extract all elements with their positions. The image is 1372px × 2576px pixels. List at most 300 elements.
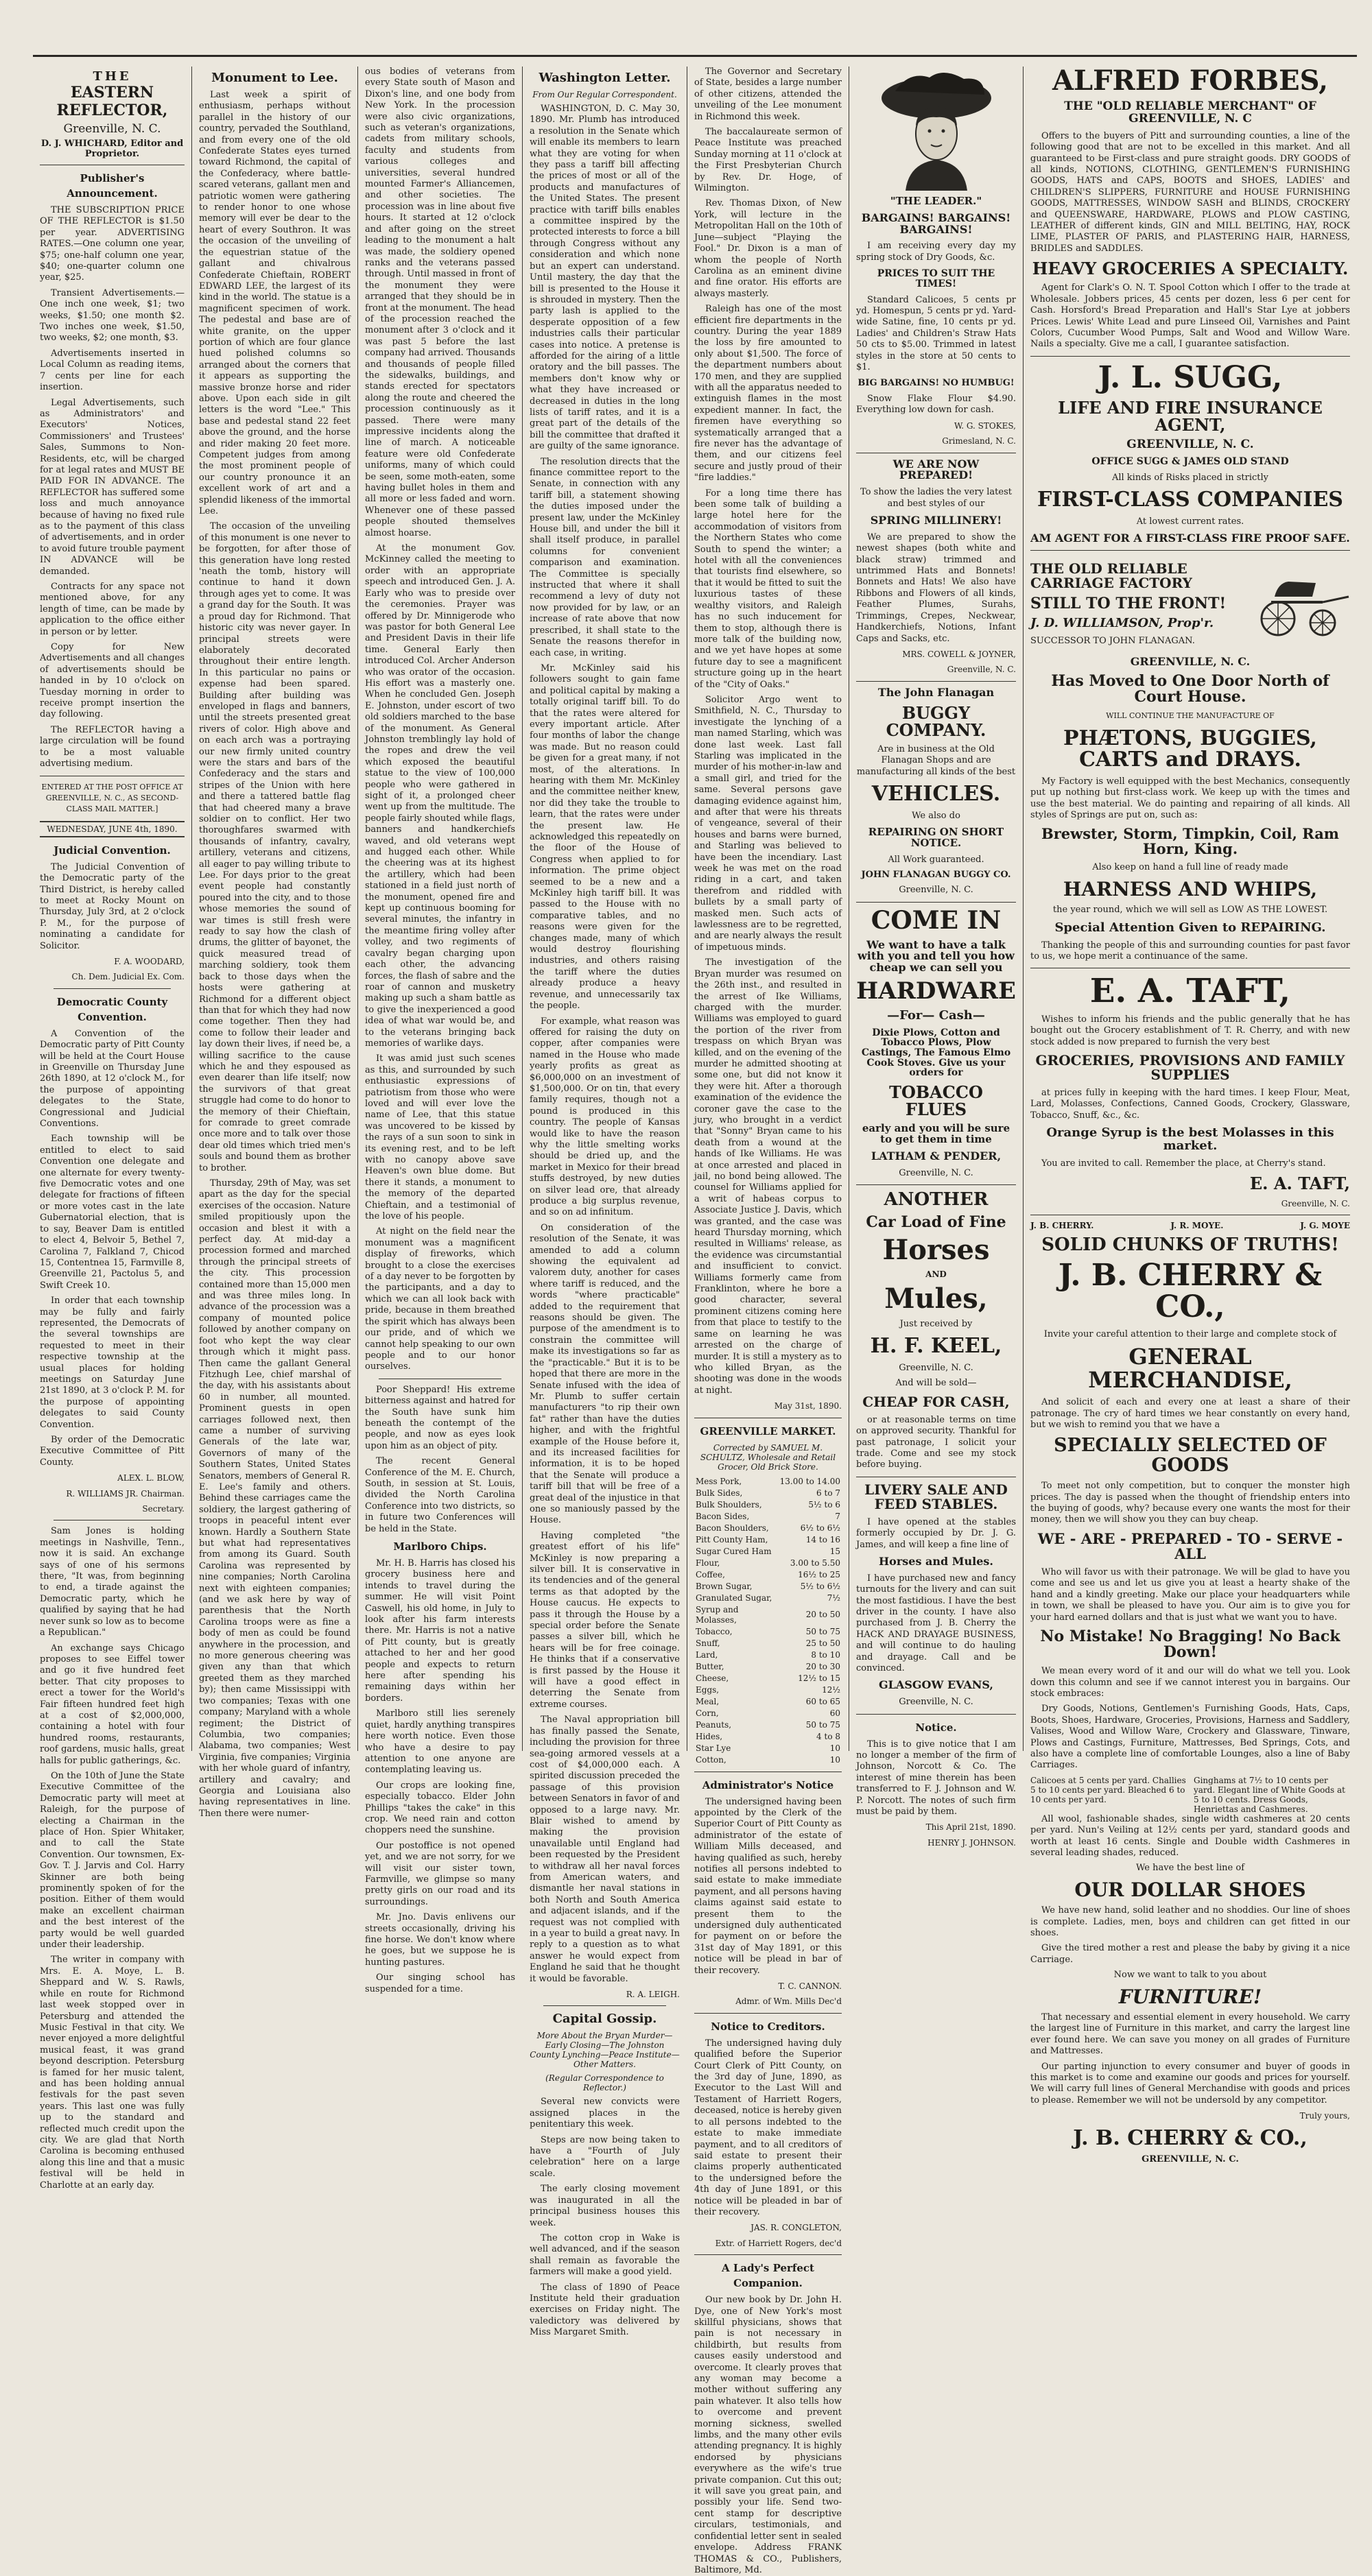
carriage-l8: PHÆTONS, BUGGIES, CARTS and DRAYS. bbox=[1063, 726, 1317, 772]
market-price: 4 to 8 bbox=[816, 1731, 840, 1741]
market-row bbox=[694, 1569, 842, 1581]
cherry-l5: SPECIALLY SELECTED OF GOODS bbox=[1054, 1435, 1327, 1476]
cherry-p5: Dry Goods, Notions, Gentlemen's Furnishing Goods, Hats, Caps, Boots, Shoes, Hardware, Groceries, Provisions, Harness and Saddlery, Valises, Wood and Willow Ware, Crockery and Glassware, Tinware, Plows and Castings, Furniture, Mattresses, Bed Springs, Cots, and also have a complete line of comfortable Lounges, also a line of Baby Carriages. bbox=[1030, 1704, 1350, 1771]
cherry-l3: Invite your careful attention to their large and complete stock of bbox=[1043, 1328, 1337, 1339]
keel-l9: And will be sold— bbox=[895, 1378, 977, 1389]
market-price: 7 bbox=[835, 1511, 840, 1521]
market-price: 6½ to 6½ bbox=[800, 1523, 840, 1533]
hardware-l4: —For— Cash— bbox=[887, 1007, 985, 1023]
market-item: Syrup and Molasses, bbox=[696, 1604, 739, 1625]
market-price: 5½ to 6 bbox=[808, 1499, 840, 1510]
masthead-editor: D. J. WHICHARD, Editor and Proprietor. bbox=[40, 139, 184, 159]
creditors-heading: Notice to Creditors. bbox=[711, 2020, 825, 2033]
market-item: Lard, bbox=[696, 1649, 718, 1660]
carriage-l5: GREENVILLE, N. C. bbox=[1130, 655, 1251, 669]
col3-p5: Poor Sheppard! His extreme bitterness against and hatred for the South have sunk him beneath the contempt of the people, and now as eyes look upon him as an object of pity. bbox=[365, 1384, 515, 1451]
divider bbox=[54, 988, 171, 989]
col5-date: May 31st, 1890. bbox=[774, 1401, 842, 1411]
col3-p8: Marlboro still lies serenely quiet, hardly anything transpires here worth notice. Even those who have a desire to pay attention to one anyone are contemplating leaving us. bbox=[365, 1708, 515, 1776]
sugg-companies: FIRST-CLASS COMPANIES bbox=[1037, 488, 1343, 512]
sugg-place: GREENVILLE, N. C. bbox=[1126, 438, 1254, 452]
livery-l1: Horses and Mules. bbox=[879, 1554, 993, 1568]
keel-l8: Greenville, N. C. bbox=[899, 1362, 973, 1373]
county-p1: A Convention of the Democratic party of Pitt County will be held at the Court House in Greenville on Thursday June 26th 1890, at 12 o'clock M., for the purpose of appointing delegates to the State, Congressional and Judicial Conventions. bbox=[40, 1028, 185, 1130]
administrator-sig1: T. C. CANNON. bbox=[778, 1981, 842, 1992]
taft-syrup: Orange Syrup is the best Molasses in this market. bbox=[1046, 1125, 1334, 1154]
market-price: 3.00 to 5.50 bbox=[790, 1558, 840, 1568]
hardware-l1: COME IN bbox=[871, 905, 1002, 935]
column-5 bbox=[687, 67, 849, 2575]
misc-p1: Sam Jones is holding meetings in Nashville, Tenn., now it is said. An exchange says of one of his sermons there, "It was, from beginning to end, a tirade against the Democratic party, which he qualified by saying that he had never sunk so low as to become a Republican." bbox=[40, 1526, 185, 1638]
publisher-p3: Advertisements inserted in Local Column as reading items, 7 cents per line for each insertion. bbox=[40, 348, 185, 393]
cherry-l6: WE - ARE - PREPARED - TO - SERVE - ALL bbox=[1037, 1529, 1343, 1562]
washington-sig: R. A. LEIGH. bbox=[626, 1990, 680, 2000]
publisher-p6: Copy for New Advertisements and all changes of advertisements should be handed in by 10 o'clock on Tuesday morning in order to receive prompt insertion the day following. bbox=[40, 642, 185, 720]
cherry-p1: And solicit of each and every one at least a share of their patronage. The cry of hard times we hear constantly on every hand, but we wish to remind you that we have a bbox=[1030, 1397, 1350, 1431]
cherry-p6: All wool, fashionable shades, single width cashmeres at 20 cents per yard. Nun's Veiling at 12½ cents per yard, standard goods and worth at least 16 cents. Single and Double width Cashmeres in several leading shades, reduced. bbox=[1030, 1813, 1350, 1858]
market-row bbox=[694, 1534, 842, 1546]
divider bbox=[856, 1714, 1016, 1715]
sugg-title: LIFE AND FIRE INSURANCE AGENT, bbox=[1058, 397, 1323, 436]
market-price: 12½ bbox=[822, 1684, 840, 1695]
market-price: 5½ to 6½ bbox=[800, 1581, 840, 1591]
taft-place: Greenville, N. C. bbox=[1281, 1198, 1350, 1208]
keel-l6: Just received by bbox=[899, 1319, 973, 1329]
capital-heading: Capital Gossip. bbox=[552, 2012, 657, 2027]
market-price: 16½ to 25 bbox=[798, 1569, 840, 1579]
market-price: 15 bbox=[829, 1546, 840, 1556]
publisher-p4: Legal Advertisements, such as Administrators' and Executors' Notices, Commissioners' and Trustees' Sales, Summons to Non-Residents, etc, will be charged for at legal rates and MUST BE PAID FOR IN ADVANCE. The REFLECTOR has suffered some loss and much annoyance because of having no fixed rule as to the payment of this class of advertisements, and in order to avoid future trouble payment IN ADVANCE will be demanded. bbox=[40, 397, 185, 577]
market-row bbox=[694, 1626, 842, 1638]
flanagan-l7: JOHN FLANAGAN BUGGY CO. bbox=[861, 869, 1011, 880]
forbes-name: ALFRED FORBES, bbox=[1052, 64, 1329, 97]
market-row bbox=[694, 1523, 842, 1534]
market-row bbox=[694, 1696, 842, 1708]
hardware-l2: We want to have a talk with you and tell you how cheap we can sell you bbox=[858, 938, 1015, 975]
county-p2: Each township will be entitled to elect to said Convention one delegate and one alternate for every twenty-five Democratic votes and one delegate for fractions of fifteen or more votes cast in the late Gubernatorial election, that is to say, Beaver Dam is entitled to elect 4, Belvoir 5, Bethel 7, Carolina 7, Falkland 7, Chicod 15, Contentnea 15, Farmville 8, Greenville 21, Pactolus 5, and Swift Creek 10. bbox=[40, 1134, 185, 1291]
county-sig1: ALEX. L. BLOW, bbox=[117, 1473, 185, 1483]
leader-p1: I am receiving every day my spring stock of Dry Goods, &c. bbox=[856, 241, 1016, 263]
flanagan-l2: BUGGY COMPANY. bbox=[886, 702, 986, 740]
flanagan-l1: The John Flanagan bbox=[877, 685, 995, 699]
market-price: 12½ to 15 bbox=[798, 1673, 840, 1683]
lee-p2: The occasion of the unveiling of this monument is one never to be forgotten, for after those of this generation have long rested 'neath the tomb, history will continue to hand it down through ages yet to come. It was a grand day for the South. It was a proud day for Richmond. That historic city was never gayer. In principal streets were elaborately decorated throughout their entire length. In this particular no pains or expense had been spared. Building after building was enveloped in flags and banners, until the streets presented great rivers of color. High above and on each arch was a portraying our new firmly united country were the stars and bars of the Confederacy and the stars and stripes of the Union with here and there a tattered battle flag that had cheered many a brave soldier on to conflict. Her two thoroughfares swarmed with thousands of infantry, cavalry, artillery, veterans and citizens, all eager to pay willing tribute to Lee. For days prior to the great event people had constantly poured into the city, and to those whose memories the sound of war times is still fresh were ready to say how the clash of drums, the glitter of bayonet, the quick measured tread of marching soldiery, took them back to those days when the hosts were gathering at Richmond for a different object than that for which they had now come together. Then they had come to follow their leader and lay down their lives, if need be, a willing sacrifice to the cause which he and they espoused as even dearer than life itself; now the survivors of that great struggle had come to do honor to the memory of their Chieftain, for comrade to greet comrade once more and to talk over those dear old times which tried men's souls and bound them as brother to brother. bbox=[199, 521, 351, 1173]
market-price: 7½ bbox=[827, 1593, 840, 1603]
capital-p4: The cotton crop in Wake is well advanced, and if the season shall remain as favorable the farmers will make a good yield. bbox=[530, 2232, 680, 2278]
cherry-l1: SOLID CHUNKS OF TRUTHS! bbox=[1041, 1235, 1339, 1255]
col3-p10: Our postoffice is not opened yet, and we are not sorry, for we will visit our sister town, Farmville, we glimpse so many pretty girls on our road and its surroundings. bbox=[365, 1840, 515, 1907]
market-row bbox=[694, 1511, 842, 1523]
goods-list-right: Ginghams at 7½ to 10 cents per yard. Elegant line of White Goods at 5 to 10 cents. Dress Goods, Henriettas and Cashmeres. bbox=[1194, 1775, 1345, 1814]
misc-p2: An exchange says Chicago proposes to see Eiffel tower and go it five hundred feet better. That city proposes to erect a tower for the World's Fair fifteen hundred feet high at a cost of $2,000,000, containing a hotel with four hundred rooms, restaurants, roof gardens, music halls, great halls for public gatherings, &c. bbox=[40, 1643, 185, 1766]
lee-p1: Last week a spirit of enthusiasm, perhaps without parallel in the history of our country, pervaded the Southland, and from every one of the old Confederate States eyes turned toward Richmond, the capital of the Confederacy, where battle-scared veterans, gallant men and patriotic women were gathering to render honor to one whose memory will ever be dear to the heart of every Southron. It was the occasion of the unveiling of the equestrian statue of the gallant and chivalrous Confederate Chieftain, ROBERT EDWARD LEE, the largest of its kind in the world. The statue is a magnificent specimen of work. The pedestal and base are of white granite, on the upper portion of which are four glance hued polished columns so arranged about the corners that it appears as supporting the massive bronze horse and rider above. Upon each side in gilt letters is the word "Lee." This base and pedestal stand 22 feet above the ground, and the horse and rider making 20 feet more. Competent judges from among the most prominent people of our country pronounce it an excellent work of art and a splendid likeness of the immortal Lee. bbox=[199, 90, 351, 517]
col3-p2: At the monument Gov. McKinney called the meeting to order with an appropriate speech and introduced Gen. J. A. Early who was to preside over the ceremonies. Prayer was offered by Dr. Minnigerode who was pastor for both General Lee and President Davis in their life time. General Early then introduced Col. Archer Anderson who was orator of the occasion. His effort was a masterly one. When he concluded Gen. Joseph E. Johnston, under escort of two old soldiers marched to the base of the monument. As General Johnston tremblingly lay hold of the ropes and drew the veil which exposed the beautiful statue to the view of 100,000 people who were gathered in sight of it, a prolonged cheer went up from the multitude. The people fairly shouted while flags, banners and handkerchiefs waved, and old veterans wept and hugged each other. While the cheering was at its highest the artillery, which had been stationed in a field just north of the monument, opened fire and kept up continuous booming for several minutes, the infantry in the meantime firing volley after volley, and two regiments of cavalry began charging upon each other, the advancing forces, the flash of sabre and the roar of cannon and musketry making up such a sham battle as to give the inexperienced a good idea of what war would be, and to the veterans bringing back memories of warlike days. bbox=[365, 543, 515, 1049]
partner-name: J. G. MOYE bbox=[1300, 1221, 1350, 1230]
col5-p3: Rev. Thomas Dixon, of New York, will lecture in the Metropolitan Hall on the 10th of June—subject "Playing the Fool." Dr. Dixon is a man of whom the people of North Carolina as an eminent divine and fine orator. His efforts are always masterly. bbox=[694, 198, 842, 299]
leader-p2: Standard Calicoes, 5 cents pr yd. Homespun, 5 cents pr yd. Yard-wide Satine, fine, 10 cents pr yd. Ladies' and Children's Straw Hats 50 cts to $5.00. Trimmed in latest styles in the store at 50 cents to $1. bbox=[856, 294, 1016, 372]
carriage-p2: Thanking the people of this and surrounding counties for past favor to us, we hope merit a continuance of the same. bbox=[1030, 940, 1350, 962]
judicial-sig2: Ch. Dem. Judicial Ex. Com. bbox=[71, 972, 185, 982]
keel-l4: AND bbox=[925, 1269, 947, 1280]
millinery-p2: We are prepared to show the newest shapes (both white and black straw) trimmed and untrimmed Hats and Bonnets! Bonnets and Hats! We also have Ribbons and Flowers of all kinds, Feather Plumes, Surahs, Trimmings, Crepes, Neckwear, Handkerchiefs, Notions, Infant Caps and Sacks, etc. bbox=[856, 532, 1016, 644]
leader-prices: PRICES TO SUIT THE TIMES! bbox=[877, 268, 995, 289]
divider bbox=[1030, 550, 1350, 551]
market-item: Bacon Sides, bbox=[696, 1511, 750, 1521]
capital-p1: Several new convicts were assigned places in the penitentiary this week. bbox=[530, 2097, 680, 2130]
hardware-l6: TOBACCO FLUES bbox=[889, 1082, 983, 1120]
companion-heading: A Lady's Perfect Companion. bbox=[722, 2262, 814, 2290]
capital-sub: More About the Bryan Murder—Early Closing—The Johnston County Lynching—Peace Institute—Other Matters. bbox=[530, 2031, 680, 2070]
county-p4: By order of the Democratic Executive Committee of Pitt County. bbox=[40, 1435, 185, 1468]
market-row bbox=[694, 1558, 842, 1569]
market-row bbox=[694, 1731, 842, 1743]
cherry-l4: GENERAL MERCHANDISE, bbox=[1088, 1344, 1292, 1393]
flanagan-p1: Are in business at the Old Flanagan Shops and are manufacturing all kinds of the best bbox=[856, 743, 1016, 777]
col5-p7: The investigation of the Bryan murder was resumed on the 26th inst., and resulted in the arrest of Ike Williams, charged with the murder. Williams was employed to guard the portion of the river from trespass on which Bryan was killed, and on the evening of the murder he admitted shooting at some one, but did not know it they were hit. After a thorough examination of the evidence the coroner gave the case to the jury, who brought in a verdict that "Sonny" Bryan came to his death from a wound at the hands of Ike Williams. He was at once arrested and placed in jail, no bond being allowed. The counsel for Williams applied for a writ of habeas corpus to Associate Justice J. Davis, which was granted, and the case was heard Thursday morning, which resulted in Williams' release, as the evidence was circumstantial and insufficient to convict. Williams formerly came from Franklinton, where he bore a good character, several prominent citizens coming here from that place to testify to the same on learning he was arrested on the charge of murder. It is still a mystery as to who killed Bryan, as the shooting was done in the woods at night. bbox=[694, 957, 842, 1396]
livery-heading: LIVERY SALE AND FEED STABLES. bbox=[864, 1481, 1008, 1512]
market-item: Mess Pork, bbox=[696, 1476, 742, 1486]
keel-l11: or at reasonable terms on time on approved security. Thankful for past patronage, I solicit your trade. Come and see my stock before buying. bbox=[856, 1414, 1016, 1470]
buggy-illustration bbox=[1247, 569, 1350, 638]
market-item: Hides, bbox=[696, 1731, 723, 1741]
market-row bbox=[694, 1581, 842, 1593]
market-price: 60 bbox=[829, 1708, 840, 1718]
col5-p2: The baccalaureate sermon of Peace Institute was preached Sunday morning at 11 o'clock at the First Presbyterian Church by Rev. Dr. Hoge, of Wilmington. bbox=[694, 127, 842, 194]
divider bbox=[543, 2005, 666, 2006]
keel-l2: Car Load of Fine bbox=[866, 1213, 1006, 1232]
column-2 bbox=[192, 67, 358, 1819]
market-item: Flour, bbox=[696, 1558, 720, 1568]
woman-portrait-illustration bbox=[868, 71, 1005, 191]
cherry-p2: To meet not only competition, but to conquer the monster high prices. The day is passed when the thought of friendship enters into the buying of goods, why? because every one wants the most for their money, then we will show you they can buy cheap. bbox=[1030, 1481, 1350, 1525]
market-row bbox=[694, 1743, 842, 1754]
creditors-p1: The undersigned having duly qualified before the Superior Court Clerk of Pitt County, on the 3rd day of June, 1890, as Executor to the Last Will and Testament of Harriett Rogers, deceased, notice is hereby given to all persons indebted to the estate to make immediate payment, and to all creditors of said estate to present their claims properly authenticated to the undersigned before the 4th day of June 1891, or this notice will be pleaded in bar of their recovery. bbox=[694, 2038, 842, 2217]
washington-p3: Mr. McKinley said his followers sought to gain fame and political capital by making a totally original tariff bill. To do that the rates were altered for every important article. After four months of labor the change was made. But no reason could be given for a great many, if not most, of the alterations. In hearing with them Mr. McKinley and the committee neither knew, nor did they take the trouble to learn, that the rates were under the present law. He acknowledged this repeatedly on the floor of the House of Congress when applied to for information. The prime object seemed to be a new and a McKinley high tariff bill. It was passed to the House with no comparative tables, and no reasons were given for the changes made, many of which would destroy flourishing industries, and others raising the tariff where the duties already produce a heavy revenue, and unnecessarily tax the people. bbox=[530, 663, 680, 1012]
carriage-l3: J. D. WILLIAMSON, Prop'r. bbox=[1030, 616, 1214, 631]
market-row bbox=[694, 1488, 842, 1499]
market-item: Coffee, bbox=[696, 1569, 725, 1579]
market-item: Granulated Sugar, bbox=[696, 1593, 772, 1603]
market-item: Pitt County Ham, bbox=[696, 1534, 768, 1545]
market-price: 60 to 65 bbox=[805, 1696, 840, 1706]
divider bbox=[694, 2013, 842, 2014]
cherry-l12: Truly yours, bbox=[1299, 2111, 1350, 2121]
carriage-l12: the year round, which we will sell as LOW AS THE LOWEST. bbox=[1052, 905, 1328, 916]
market-item: Bulk Sides, bbox=[696, 1488, 743, 1498]
washington-sub: From Our Regular Correspondent. bbox=[532, 90, 677, 99]
col5-p6: Solicitor Argo went to Smithfield, N. C., Thursday to investigate the lynching of a man named Starling, which was done last week. Last fall Starling was implicated in the murder of his mother-in-law and a small girl, and tried for the same. Several persons gave damaging evidence against him, and after that were his threats of vengeance, several of their houses and barns were burned, and Starling was believed to have been the incendiary. Last week he was met on the road riding in a cart, and taken therefrom and riddled with bullets by a small party of masked men. Such acts of lawlessness are to be regretted, and are nearly always the result of impetuous minds. bbox=[694, 694, 842, 953]
col3-p9: Our crops are looking fine, especially tobacco. Elder John Phillips "takes the cake" in this crop. We need rain and cotton choppers need the sunshine. bbox=[365, 1780, 515, 1836]
creditors-sig1: JAS. R. CONGLETON, bbox=[750, 2223, 842, 2233]
col5-p4: Raleigh has one of the most efficient fire departments in the country. During the year 1889 the loss by fire amounted to only about $1,500. The force of the department numbers about 170 men, and they are supplied with all the apparatus needed to extinguish flames in the most expedient manner. In fact, the firemen have everything so systematically arranged that a fire never has the advantage of them, and our citizens feel secure and justly proud of their "fire laddies." bbox=[694, 304, 842, 484]
administrator-sig2: Admr. of Wm. Mills Dec'd bbox=[735, 1996, 842, 2007]
chips-heading: Marlboro Chips. bbox=[393, 1540, 487, 1553]
flanagan-l3: VEHICLES. bbox=[871, 782, 1001, 807]
cherry-l13: J. B. CHERRY & CO., bbox=[1073, 2125, 1308, 2150]
judicial-sig1: F. A. WOODARD, bbox=[114, 956, 185, 966]
market-row bbox=[694, 1661, 842, 1673]
capital-p2: Steps are now being taken to have a "Fourth of July celebration" here on a large scale. bbox=[530, 2134, 680, 2179]
market-item: Tobacco, bbox=[696, 1626, 733, 1636]
divider bbox=[856, 681, 1016, 682]
forbes-specialty: HEAVY GROCERIES A SPECIALTY. bbox=[1032, 259, 1349, 279]
taft-sig: E. A. TAFT, bbox=[1249, 1173, 1350, 1194]
cherry-p9: That necessary and essential element in every household. We carry the largest line of Furniture in this market, and carry the largest line ever found here. We can save you money on all grades of Furniture and Mattresses. bbox=[1030, 2012, 1350, 2057]
divider bbox=[856, 902, 1016, 903]
carriage-l7: WILL CONTINUE THE MANUFACTURE OF bbox=[1106, 711, 1275, 721]
market-heading: GREENVILLE MARKET. bbox=[700, 1424, 836, 1438]
washington-p7: The Naval appropriation bill has finally passed the Senate, including the provision for three sea-going armored vessels at a cost of $4,000,000 each. A spirited discussion preceded the passage of this provision between Senators in favor of and opposed to a large navy. Mr. Blair wished to amend by making the provision unavailable until England had been requested by the President to withdraw all her naval forces from American waters, and dismantle her naval stations in both North and South America and adjacent islands, and if the request was not complied with in a year to build a great navy. In reply to a question as to what answer he would expect from England he said that he thought it would be favorable. bbox=[530, 1715, 681, 1984]
market-item: Star Lye bbox=[696, 1743, 731, 1753]
lee-heading: Monument to Lee. bbox=[211, 71, 338, 85]
partner-name: J. R. MOYE. bbox=[1170, 1221, 1224, 1230]
market-item: Cotton, bbox=[696, 1754, 726, 1765]
market-row bbox=[694, 1593, 842, 1604]
capital-sub2: (Regular Correspondence to Reflector.) bbox=[545, 2073, 664, 2093]
divider bbox=[856, 1184, 1016, 1185]
market-row bbox=[694, 1673, 842, 1684]
washington-p1: WASHINGTON, D. C. May 30, 1890. Mr. Plumb has introduced a resolution in the Senate which will enable its members to learn what they are voting for when they pass a tariff bill affecting the prices of most or all of the products and manufactures of the United States. The present practice with tariff bills enables a committee inspired by the protected interests to force a bill through Congress without any consideration and which none but an expert can understand. Until mastery, the day that the bill is presented to the House it is shrouded in mystery. Then the party lash is applied to the desperate opposition of a few industries calls their particular cases into notice. A pretense is afforded for the airing of a little oratory and the bill passes. The members don't know why or what they have increased or decreased in duties in the long lists of tariff rates, and it is a great part of the details of the bill the committee that drafted it are guilty of the same ignorance. bbox=[530, 104, 680, 452]
col5-p5: For a long time there has been some talk of building a large hotel here for the accommodation of visitors from the Northern States who come South to spend the winter; a hotel with all the conveniences that tourists find elsewhere, so that it would be fitted to suit the luxurious tastes of these wealthy visitors, and Raleigh has no such inducement for them to stop, although there is more talk of the building now, and we yet have hopes at some future day to see a magnificent structure going up in the heart of the "City of Oaks." bbox=[694, 488, 842, 690]
publisher-p2: Transient Advertisements.—One inch one week, $1; two weeks, $1.50; one month $2. Two inches one week, $1.50, two weeks, $2; one month, $3. bbox=[40, 287, 185, 344]
notice-sig1: This April 21st, 1890. bbox=[925, 1822, 1016, 1833]
market-row bbox=[694, 1638, 842, 1649]
taft-p1: Wishes to inform his friends and the public generally that he has bought out the Grocery establishment of T. R. Cherry, and with new stock added is now prepared to furnish the very best bbox=[1030, 1014, 1350, 1047]
market-price: 6 to 7 bbox=[816, 1488, 840, 1498]
issue-date: WEDNESDAY, JUNE 4th, 1890. bbox=[40, 821, 185, 837]
market-row bbox=[694, 1546, 842, 1558]
millinery-heading: WE ARE NOW PREPARED! bbox=[892, 457, 980, 482]
market-item: Butter, bbox=[696, 1661, 724, 1671]
market-item: Peanuts, bbox=[696, 1719, 732, 1730]
livery-p1: I have opened at the stables formerly occupied by Dr. J. G. James, and will keep a fine line of bbox=[856, 1516, 1016, 1550]
taft-name: E. A. TAFT, bbox=[1089, 972, 1291, 1011]
judicial-heading: Judicial Convention. bbox=[54, 844, 171, 857]
millinery-sig1: MRS. COWELL & JOYNER, bbox=[902, 649, 1016, 659]
market-row bbox=[694, 1708, 842, 1719]
divider bbox=[694, 2254, 842, 2255]
companion-p1: Our new book by Dr. John H. Dye, one of New York's most skillful physicians, shows that pain is not necessary in childbirth, but results from causes easily understood and overcome. It clearly proves that any woman may become a mother without suffering any pain whatever. It also tells how to overcome and prevent morning sickness, swelled limbs, and the many other evils attending pregnancy. It is highly endorsed by physicians everywhere as the wife's true private companion. Cut this out; it will save you great pain, and possibly your life. Send two-cent stamp for descriptive circulars, testimonials, and confidential letter sent in sealed envelope. Address FRANK THOMAS & CO., Publishers, Baltimore, Md. bbox=[694, 2295, 842, 2575]
market-item: Sugar Cured Ham bbox=[696, 1546, 772, 1556]
notice-heading: Notice. bbox=[915, 1721, 957, 1734]
market-item: Bacon Shoulders, bbox=[696, 1523, 769, 1533]
sugg-risks: All kinds of Risks placed in strictly bbox=[1111, 472, 1269, 483]
millinery-sig2: Greenville, N. C. bbox=[947, 665, 1016, 675]
market-price: 20 to 50 bbox=[805, 1610, 840, 1620]
cherry-l10: Now we want to talk to you about bbox=[1113, 1970, 1267, 1981]
cherry-l11: FURNITURE! bbox=[1118, 1985, 1262, 2008]
goods-list-left: Calicoes at 5 cents per yard. Challies 5 to 10 cents per yard. Bleached 6 to 10 cents per yard. bbox=[1030, 1775, 1186, 1804]
livery-p2: I have purchased new and fancy turnouts for the livery and can suit the most fastidious. I have the best driver in the county. I have also purchased from J. B. Cherry the HACK AND DRAYAGE BUSINESS, and will continue to do hauling and drayage. Call and be convinced. bbox=[856, 1573, 1016, 1674]
col3-p3: It was amid just such scenes as this, and surrounded by such enthusiastic expressions of patriotism from those who were loved and will ever love the name of Lee, that this statue was uncovered to be kissed by the rays of a sun soon to sink in its evening rest, and to be left with no canopy above save Heaven's own blue dome. But there it stands, a monument to the memory of the departed Chieftain, and a testimonial of the love of his people. bbox=[365, 1053, 515, 1222]
carriage-l13: Special Attention Given to REPAIRING. bbox=[1054, 920, 1326, 935]
market-price: 13.00 to 14.00 bbox=[779, 1476, 840, 1486]
leader-sig2: Grimesland, N. C. bbox=[942, 436, 1016, 446]
market-table bbox=[694, 1476, 842, 1766]
hardware-l5: Dixie Plows, Cotton and Tobacco Plows, Plow Castings, The Famous Elmo Cook Stoves. Give us your orders for bbox=[861, 1027, 1011, 1079]
col3-p12: Our singing school has suspended for a time. bbox=[365, 1972, 515, 1994]
carriage-l6: Has Moved to One Door North of Court House. bbox=[1051, 672, 1329, 706]
market-item: Bulk Shoulders, bbox=[696, 1499, 762, 1510]
washington-p6: Having completed "the greatest effort of his life" McKinley is now preparing a silver bill. It is conservative in its tendencies and of the general terms as that adopted by the House caucus. He expects to pass it through the House by a special order before the Senate passes a silver bill, which he hears will be for free coinage. He thinks that if a conservative is first passed by the House it will have a good effect in deterring the Senate from extreme courses. bbox=[530, 1530, 680, 1710]
market-item: Snuff, bbox=[696, 1638, 720, 1648]
market-price: 10 bbox=[829, 1754, 840, 1765]
carriage-header bbox=[1030, 556, 1350, 651]
keel-l3: Horses bbox=[882, 1234, 990, 1267]
col5-p1: The Governor and Secretary of State, besides a large number of other citizens, attended the unveiling of the Lee monument in Richmond this week. bbox=[694, 67, 842, 122]
cherry-l8: We have the best line of bbox=[1135, 1863, 1245, 1874]
market-price: 8 to 10 bbox=[811, 1649, 840, 1660]
county-p3: In order that each township may be fully and fairly represented, the Democrats of the several townships are requested to meet in their respective township at the usual places for holding meetings on Saturday June 21st 1890, at 3 o'clock P. M. for the purpose of appointing delegates to said County Convention. bbox=[40, 1296, 185, 1430]
partner-name: J. B. CHERRY. bbox=[1030, 1221, 1094, 1230]
leader-caption: "THE LEADER." bbox=[890, 195, 982, 207]
washington-heading: Washington Letter. bbox=[539, 71, 671, 85]
cherry-l14: GREENVILLE, N. C. bbox=[1142, 2154, 1239, 2165]
administrator-heading: Administrator's Notice bbox=[702, 1778, 834, 1791]
administrator-p1: The undersigned having been appointed by the Clerk of the Superior Court of Pitt County as administrator of the estate of William Mills deceased, and having qualified as such, hereby notifies all persons indebted to said estate to make immediate payment, and all persons having claims against said estate to present them to the undersigned duly authenticated for payment on or before the 31st day of May 1891, or this notice will be plead in bar of their recovery. bbox=[694, 1796, 842, 1976]
hardware-l7: early and you will be sure to get them in time bbox=[862, 1122, 1010, 1146]
keel-l10: CHEAP FOR CASH, bbox=[862, 1393, 1010, 1410]
keel-l7: H. F. KEEL, bbox=[870, 1334, 1002, 1359]
market-price: 50 to 75 bbox=[805, 1626, 840, 1636]
market-price: 10 bbox=[829, 1743, 840, 1753]
washington-p2: The resolution directs that the finance committee report to the Senate, in connection with any tariff bill, a statement showing the duties imposed under the present law, under the McKinley House bill, and under the bill it shall itself produce, in parallel columns for convenient comparison and examination. The Committee is specially instructed that where it shall recommend a levy of duty not now provided for by law, or an increase of rate above that now prescribed, it shall state to the Senate the reasons therefor in each case, in writing. bbox=[530, 456, 680, 658]
hardware-l3: HARDWARE bbox=[856, 977, 1016, 1005]
misc-p3: On the 10th of June the State Executive Committee of the Democratic party will meet at Raleigh, for the purpose of electing a Chairman in the place of Hon. Spier Whitaker, and to call the State Convention. Our townsmen, Ex-Gov. T. J. Jarvis and Col. Harry Skinner are both being prominently spoken of for the position. Either of them would make an excellent chairman and the best interest of the party would be well guarded under their leadership. bbox=[40, 1770, 185, 1951]
flanagan-l6: All Work guaranteed. bbox=[888, 854, 984, 865]
publisher-heading: Publisher's Announcement. bbox=[67, 172, 158, 200]
sugg-safe: AM AGENT FOR A FIRST-CLASS FIRE PROOF SAFE. bbox=[1030, 532, 1350, 545]
col3-p6: The recent General Conference of the M. E. Church, South, in session at St. Louis, divided the North Carolina Conference into two districts, so in future two Conferences will be held in the State. bbox=[365, 1456, 515, 1534]
forbes-tagline: THE "OLD RELIABLE MERCHANT" OF GREENVILLE, N. C bbox=[1064, 99, 1316, 126]
notice-sig2: HENRY J. JOHNSON. bbox=[927, 1837, 1016, 1848]
col3-p1: ous bodies of veterans from every State south of Mason and Dixon's line, and one body from New York. In the procession were also civic organizations, such as veteran's organizations, cadets from military schools, faculty and students from various colleges and universities, several hundred mounted Farmer's Alliancemen, and other societies. The procession was in line about five hours. It started at 12 o'clock and after going on the street leading to the monument a halt was made, the soldiery opened ranks and the veterans passed through. Until massed in front of the monument they were arranged that they should be in front at the monument. The head of the procession reached the monument after 3 o'clock and it was past 5 before the last company had arrived. Thousands and thousands of people filled the sidewalks, buildings, and stands erected for spectators along the route and cheered the procession continuously as it passed. There were many impressive incidents along the line of march. A noticeable feature were old Confederate uniforms, many of which could be seen, some moth-eaten, some having bullet holes in them and all more or less faded and worn. Whenever one of these passed people shouted themselves almost hoarse. bbox=[365, 67, 515, 538]
masthead-the: THE bbox=[93, 69, 132, 84]
cherry-l7: No Mistake! No Bragging! No Back Down! bbox=[1040, 1627, 1340, 1662]
capital-p3: The early closing movement was inaugurated in all the principal business houses this week. bbox=[530, 2184, 680, 2228]
creditors-sig2: Extr. of Harriett Rogers, dec'd bbox=[715, 2238, 842, 2248]
livery-sig2: Greenville, N. C. bbox=[899, 1697, 973, 1708]
market-row bbox=[694, 1684, 842, 1696]
county-sig2: R. WILLIAMS JR. Chairman. bbox=[66, 1488, 185, 1499]
cherry-p8: Give the tired mother a rest and please the baby by giving it a nice Carriage. bbox=[1030, 1943, 1350, 1965]
market-price: 50 to 75 bbox=[805, 1719, 840, 1730]
county-heading: Democratic County Convention. bbox=[56, 995, 168, 1023]
taft-p3: You are invited to call. Remember the place, at Cherry's stand. bbox=[1041, 1158, 1326, 1169]
forbes-p2: Agent for Clark's O. N. T. Spool Cotton which I offer to the trade at Wholesale. Jobbers prices, 45 cents per dozen, less 6 per cent for Cash. Horsford's Bread Preparation and Hall's Star Lye at jobbers Prices. Lewis' White Lead and pure Linseed Oil, Varnishes and Paint Colors, Cucumber Wood Pumps, Salt and Wood and Willow Ware. Nails a specialty. Give me a call, I guarantee satisfaction. bbox=[1030, 283, 1350, 350]
market-item: Eggs, bbox=[696, 1684, 720, 1695]
lee-p3: Thursday, 29th of May, was set apart as the day for the special exercises of the occasion. Nature smiled propitiously upon the occasion and blest it with a perfect day. At mid-day a procession formed and marched through the principal streets of the city. This procession contained more than 15,000 men and was three miles long. In advance of the procession was a company of mounted police followed by another company on foot who kept the way clear through which it might pass. Then came the gallant General Fitzhugh Lee, chief marshal of the day, with his assistants about 60 in number, all mounted. Prominent guests in open carriages followed next, then came a number of surviving Generals of the late war, Governors of many of the Southern States, United States Senators, members of General R. E. Lee's family and others. Behind these carriages came the soldiery, the largest gathering of troops in peaceful intent ever known. Hardly a Southern State but what had representatives from among its Guard. South Carolina was represented by nine companies; North Carolina next with eighteen companies; (and we ask here by way of parenthesis that the North Carolina troops were as fine a body of men as could be found anywhere in the procession, and no more generous cheering was given any than that which greeted them as they marched by); then came Mississippi with two companies; Texas with one company; Maryland with a whole regiment; the District of Columbia, two companies; Alabama, two companies; West Virginia, five companies; Virginia with her whole guard of infantry, artillery and cavalry; and Georgia and Louisiana also having representatives in line. Then there were numer- bbox=[199, 1178, 351, 1819]
cherry-p10: Our parting injunction to every consumer and buyer of goods in this market is to come and examine our goods and prices for yourself. We will carry full lines of General Merchandise with goods and prices to please. Remember we will not be undersold by any competitor. bbox=[1030, 2061, 1350, 2106]
taft-groceries: GROCERIES, PROVISIONS AND FAMILY SUPPLIES bbox=[1035, 1052, 1345, 1083]
sugg-name: J. L. SUGG, bbox=[1098, 359, 1283, 395]
masthead-title: EASTERN REFLECTOR, bbox=[56, 84, 168, 119]
judicial-p1: The Judicial Convention of the Democratic party of the Third District, is hereby called to meet at Rocky Mount on Thursday, July 3rd, at 2 o'clock P. M., for the purpose of nominating a candidate for Solicitor. bbox=[40, 861, 185, 951]
sugg-rates: At lowest current rates. bbox=[1136, 516, 1244, 527]
market-row bbox=[694, 1649, 842, 1661]
market-item: Meal, bbox=[696, 1696, 720, 1706]
taft-p2: at prices fully in keeping with the hard times. I keep Flour, Meat, Lard, Molasses, Confections, Canned Goods, Crockery, Glassware, Tobacco, Snuff, &c., &c. bbox=[1030, 1088, 1350, 1121]
market-sub: Corrected by SAMUEL M. SCHULTZ, Wholesale and Retail Grocer, Old Brick Store. bbox=[700, 1442, 836, 1472]
keel-l5: Mules, bbox=[884, 1283, 988, 1315]
market-row bbox=[694, 1499, 842, 1511]
carriage-p1: My Factory is well equipped with the best Mechanics, consequently put up nothing but first-class work. We keep up with the times and use the best material. We do painting and repairing of all kinds. All styles of Springs are put on, such as: bbox=[1030, 776, 1350, 820]
forbes-p1: Offers to the buyers of Pitt and surrounding counties, a line of the following good that are not to be excelled in this market. And all guaranteed to be First-class and pure straight goods. DRY GOODS of all kinds, NOTIONS, CLOTHING, GENTLEMEN'S FURNISHING GOODS, HATS and CAPS, BOOTS and SHOES, LADIES' and CHILDREN'S SLIPPERS, FURNITURE and HOUSE FURNISHING GOODS, MATTRESSES, WINDOW SASH and BLINDS, CROCKERY and QUEENSWARE, HARDWARE, PLOWS and PLOW CASTING, LEATHER of different kinds, GIN and MILL BELTING, HAY, ROCK LIME, PLASTER OF PARIS, and PLASTERING HAIR, HARNESS, BRIDLES and SADDLES. bbox=[1030, 130, 1350, 254]
flanagan-l5: REPAIRING ON SHORT NOTICE. bbox=[868, 826, 1004, 849]
market-row bbox=[694, 1719, 842, 1731]
millinery-p1: To show the ladies the very latest and best styles of our bbox=[860, 487, 1012, 509]
column-6 bbox=[849, 67, 1024, 1848]
market-row bbox=[694, 1604, 842, 1626]
carriage-l1: THE OLD RELIABLE CARRIAGE FACTORY bbox=[1030, 560, 1192, 591]
carriage-l9: Brewster, Storm, Timpkin, Coil, Ram Horn, King. bbox=[1041, 825, 1340, 858]
hardware-l9: Greenville, N. C. bbox=[899, 1167, 973, 1178]
hardware-l8: LATHAM & PENDER, bbox=[871, 1149, 1002, 1162]
newspaper-page bbox=[33, 55, 1357, 2575]
col3-p11: Mr. Jno. Davis enlivens our streets occasionally, driving his fine horse. We don't know where he goes, but we suppose he is hunting pastures. bbox=[365, 1912, 515, 1968]
flanagan-l4: We also do bbox=[912, 810, 960, 821]
market-row bbox=[694, 1476, 842, 1488]
misc-p4: The writer in company with Mrs. E. A. Moye, L. B. Sheppard and W. S. Rawls, while en route for Richmond last week stopped over in Petersburg and attended the Music Festival in that city. We never enjoyed a more delightful musical feast, it was grand beyond description. Petersburg is famed for her music talent, and has been holding annual festivals for the past seven years. This last one was fully up to the standard and reflected much credit upon the city. We are glad that North Carolina is becoming enthused along this line and that a music festival will be held in Charlotte at an early day. bbox=[40, 1955, 185, 2191]
market-price: 25 to 50 bbox=[805, 1638, 840, 1648]
market-item: Corn, bbox=[696, 1708, 719, 1718]
column-4 bbox=[523, 67, 687, 2338]
carriage-l10: Also keep on hand a full line of ready made bbox=[1092, 862, 1288, 873]
leader-bargains: BARGAINS! BARGAINS! BARGAINS! bbox=[861, 211, 1011, 236]
cherry-l9: OUR DOLLAR SHOES bbox=[1074, 1878, 1306, 1901]
market-item: Brown Sugar, bbox=[696, 1581, 753, 1591]
flanagan-l8: Greenville, N. C. bbox=[899, 885, 973, 896]
column-1 bbox=[33, 67, 192, 2191]
divider bbox=[1030, 356, 1350, 357]
cherry-partners bbox=[1030, 1221, 1350, 1230]
leader-sig1: W. G. STOKES, bbox=[954, 420, 1016, 431]
cherry-p4: We mean every word of it and our will do what we tell you. Look down this column and see if we cannot interest you in bargains. Our stock embraces: bbox=[1030, 1666, 1350, 1699]
keel-l1: ANOTHER bbox=[884, 1189, 989, 1211]
cherry-goods-prices bbox=[1030, 1776, 1350, 1814]
market-price: 14 to 16 bbox=[805, 1534, 840, 1545]
capital-p5: The class of 1890 of Peace Institute held their graduation exercises on Friday night. The valedictory was delivered by Miss Margaret Smith. bbox=[530, 2282, 680, 2338]
publisher-p5: Contracts for any space not mentioned above, for any length of time, can be made by application to the office either in person or by letter. bbox=[40, 582, 185, 637]
livery-sig1: GLASGOW EVANS, bbox=[879, 1678, 993, 1692]
entered-notice: ENTERED AT THE POST OFFICE AT GREENVILLE, N. C., AS SECOND-CLASS MAIL MATTER.] bbox=[41, 782, 183, 814]
notice-p1: This is to give notice that I am no longer a member of the firm of Johnson, Norcott & Co. The interest of mine therein has been transferred to F. J. Johnson and W. P. Norcott. The notes of such firm must be paid by them. bbox=[856, 1739, 1016, 1817]
market-price: 20 to 30 bbox=[805, 1661, 840, 1671]
county-sig3: Secretary. bbox=[142, 1504, 185, 1514]
publisher-p7: The REFLECTOR having a large circulation will be found to be a most valuable advertising medium. bbox=[40, 724, 185, 770]
millinery-spring: SPRING MILLINERY! bbox=[870, 514, 1002, 527]
cherry-p7: We have new hand, solid leather and no shoddies. Our line of shoes is complete. Ladies, men, boys and children can get fitted in our shoes. bbox=[1030, 1905, 1350, 1938]
sugg-office: OFFICE SUGG & JAMES OLD STAND bbox=[1091, 456, 1289, 468]
leader-flour: Snow Flake Flour $4.90. Everything low down for cash. bbox=[856, 394, 1016, 416]
column-7 bbox=[1024, 64, 1357, 2165]
publisher-p1: THE SUBSCRIPTION PRICE OF THE REFLECTOR is $1.50 per year. ADVERTISING RATES.—One column one year, $75; one-half column one year, $40; one-quarter column one year, $25. bbox=[40, 205, 185, 283]
masthead-place: Greenville, N. C. bbox=[63, 122, 161, 136]
col3-p4: At night on the field near the monument was a magnificent display of fireworks, which brought to a close the exercises of a day never to be forgotten by the participants, and a day to which we can all look back with pride, because in them breathed the spirit which has always been our pride, and of which we cannot help speaking to our own people and to our honor ourselves. bbox=[365, 1226, 515, 1372]
carriage-l2: STILL TO THE FRONT! bbox=[1030, 594, 1227, 612]
col3-p7: Mr. H. B. Harris has closed his grocery business here and intends to travel during the summer. He will visit Point Caswell, his old home, in July to look after his farm interests there. Mr. Harris is not a native of Pitt county, but is greatly attached to her and her good people and expects to return here after spending his remaining days within her borders. bbox=[365, 1558, 515, 1704]
leader-humbug: BIG BARGAINS! NO HUMBUG! bbox=[858, 378, 1015, 389]
washington-p4: For example, what reason was offered for raising the duty on copper, after companies were named in the House who made yearly profits as great as $6,000,000 on an investment of $1,500,000. Or on tin, that every family requires, though not a pound is produced in this country. The people of Kansas would like to have the reason why the little smelting works should be dried up, and the market in Mexico for their bread stuffs destroyed, by new duties on silver lead ore, that already produce a big surplus revenue, and so on ad infinitum. bbox=[530, 1016, 680, 1218]
washington-p5: On consideration of the resolution of the Senate, it was amended to add a column showing the equivalent ad valorem duty, another for cases where tariff is reduced, and the words "where practicable" added to the requirement that reasons should be given. The purpose of the amendment is to constrain the committee will make its investigations so far as the "practicable." But it is to be hoped that there are more in the Senate infused with the idea of Mr. Plumb to suffer certain manufacturers "to rip their own fat" rather than have the duties higher, and with the frightful example of the House before it, and its increased facilities for information, it is to be hoped that the Senate will produce a tariff bill that will be free of a great deal of the injustice in that one so maniously passed by the House. bbox=[530, 1222, 680, 1526]
carriage-l4: SUCCESSOR TO JOHN FLANAGAN. bbox=[1030, 635, 1195, 646]
column-3 bbox=[358, 67, 523, 1994]
cherry-l2: J. B. CHERRY & CO., bbox=[1058, 1258, 1323, 1325]
market-item: Cheese, bbox=[696, 1673, 729, 1683]
cherry-p3: Who will favor us with their patronage. We will be glad to have you come and see us and let us give you at least a hearty shake of the hand and a kindly greeting. Make our place your headquarters while in town, we shall be pleased to have you. Our aim is to give you for your hard earned dollars and that is just what we want you to have. bbox=[1030, 1566, 1350, 1623]
carriage-l11: HARNESS AND WHIPS, bbox=[1063, 877, 1318, 901]
market-row bbox=[694, 1754, 842, 1766]
